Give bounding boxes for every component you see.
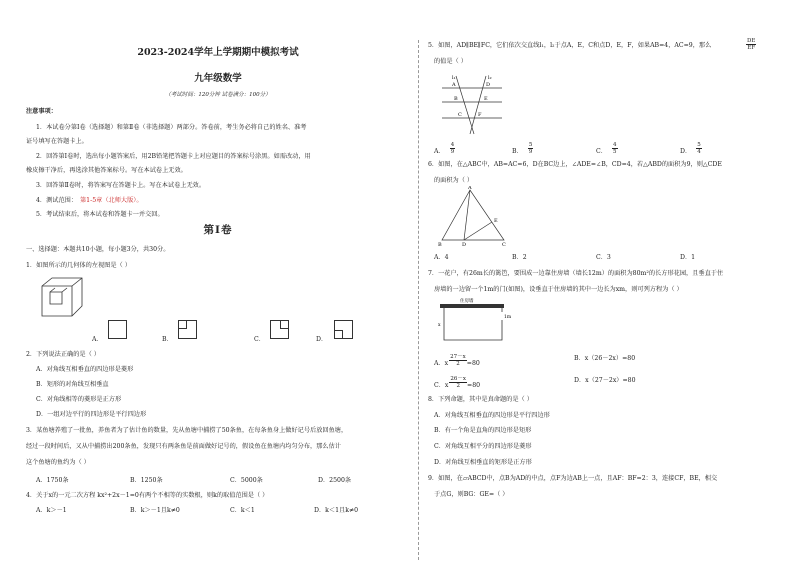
q2-option-b[interactable]: B．矩形的对角线互相垂直 (36, 381, 109, 388)
q3-option-a[interactable]: A．1750条 (36, 477, 69, 484)
q5-stem-2: 的值是（ ） (434, 58, 467, 65)
q4-option-b[interactable]: B．k＞－1且k≠0 (130, 507, 180, 514)
q6-label: E (494, 218, 498, 224)
q5-option-c[interactable]: C． $\frac{4}{5}$ (596, 142, 617, 155)
q3-line: 经过一段时间后，又从中捕捞出200条鱼，发现只有两条鱼是前面做好记号的，假设鱼在鱼塘内均匀分布，那么估计 (26, 443, 341, 450)
q1-stem: 1．如图所示的几何体的左视图是（ ） (26, 262, 131, 269)
q7-line: 7．一花户，有26m长的篱笆，要围成一边靠住房墙（墙长12m）的面积为80m²的长方形花园，且垂直于住 (428, 270, 724, 277)
q6-label: D (462, 242, 467, 248)
q1-view-b (178, 320, 197, 339)
note-line: 4．测试范围： (36, 197, 78, 204)
q6-option-c[interactable]: C．3 (596, 254, 611, 261)
q9-line: 9．如图，在▱ABCD中，点B为AD的中点，点F为边AB上一点，且AF：BF=2：3，连接CF，BE，相交 (428, 475, 718, 482)
q3-line: 3．某鱼塘养殖了一批鱼，养鱼者为了估计鱼的数量，先从鱼塘中捕捞了50条鱼，在每条鱼身上做好记号后放回鱼塘， (26, 427, 348, 434)
notes-heading: 注意事项： (26, 108, 57, 115)
q9-line: 于点G，则BG：GE=（ ） (434, 491, 509, 498)
exam-info: （考试时间：120分钟 试卷满分：100分） (165, 92, 271, 98)
q6-label: C (502, 242, 506, 248)
q4-option-d[interactable]: D．k＜1且k≠0 (314, 507, 359, 514)
q6-line: 6．如图，在△ABC中，AB=AC=6，D在BC边上，∠ADE=∠B，CD=4，若△ABD的面积为9，则△CDE (428, 161, 722, 168)
q1-solid-figure (40, 276, 84, 322)
q5-option-a[interactable]: A． $\frac{4}{9}$ (434, 142, 455, 155)
q5-label: D (486, 82, 491, 88)
q2-option-c[interactable]: C．对角线相等的菱形是正方形 (36, 396, 122, 403)
q6-line: 的面积为（ ） (434, 177, 474, 184)
q7-wall-label: 住房墙 (460, 299, 474, 304)
q2-option-d[interactable]: D．一组对边平行的四边形是平行四边形 (36, 411, 147, 418)
q6-option-b[interactable]: B．2 (512, 254, 527, 261)
right-column (424, 0, 780, 562)
q7-option-a[interactable]: A．x $\frac{27-x}{2}$ =80 (434, 354, 480, 367)
q7-x-label: x (438, 323, 441, 328)
q5-ratio-den: EF (747, 45, 756, 51)
q3-option-b[interactable]: B．1250条 (130, 477, 163, 484)
q1-view-c (270, 320, 289, 339)
q5-label: B (454, 96, 458, 102)
q8-option-b[interactable]: B．有一个角是直角的四边形是矩形 (434, 427, 532, 434)
q1-option-c[interactable]: C． (254, 336, 265, 343)
q3-line: 这个鱼塘的鱼约为（ ） (26, 459, 90, 466)
q5-label: E (484, 96, 488, 102)
q5-label: A (452, 82, 456, 88)
q1-option-a[interactable]: A． (92, 336, 103, 343)
section-heading: 一、选择题：本题共10小题，每小题3分，共30分。 (26, 246, 170, 253)
note-line: 橡皮擦干净后，再选涂其他答案标号。写在本试卷上无效。 (26, 167, 187, 174)
q4-stem: 4．关于x的一元二次方程 kx²+2x－1=0有两个不相等的实数根，则k的取值范围是（ ） (26, 492, 269, 499)
q3-option-c[interactable]: C．5000条 (230, 477, 263, 484)
q7-option-c[interactable]: C．x $\frac{26-x}{2}$ =80 (434, 376, 481, 389)
exam-subject: 九年级数学 (194, 73, 242, 84)
q5-label: F (478, 112, 482, 118)
left-column (22, 0, 414, 562)
test-scope: 第1-5章（北师大版）。 (80, 197, 143, 204)
q1-option-b[interactable]: B． (162, 336, 173, 343)
q1-view-d (334, 320, 353, 339)
q6-label: B (438, 242, 442, 248)
q3-option-d[interactable]: D．2500条 (318, 477, 352, 484)
q8-stem: 8．下列命题，其中是真命题的是（ ） (428, 396, 533, 403)
q7-option-b[interactable]: B．x（26－2x）=80 (574, 355, 636, 362)
q7-option-d[interactable]: D．x（27－2x）=80 (574, 377, 636, 384)
note-line: 3．回答第Ⅱ卷时，将答案写在答题卡上。写在本试卷上无效。 (36, 182, 206, 189)
exam-title: 2023-2024学年上学期期中模拟考试 (137, 47, 299, 58)
q1-option-d[interactable]: D． (316, 336, 328, 343)
column-divider (418, 40, 419, 560)
q5-ratio (746, 38, 756, 51)
q5-label: l₂ (488, 75, 492, 81)
q5-ratio-num: DE (747, 38, 756, 44)
note-line: 2．回答第Ⅰ卷时，选出每小题答案后，用2B铅笔把答题卡上对应题目的答案标号涂黑。如需改动，用 (36, 153, 311, 160)
q6-option-d[interactable]: D．1 (680, 254, 696, 261)
q8-option-c[interactable]: C．对角线互相平分的四边形是菱形 (434, 443, 532, 450)
q1-view-a (108, 320, 127, 339)
q6-figure (438, 186, 508, 252)
q5-label: l₁ (452, 75, 456, 81)
q4-option-c[interactable]: C．k＜1 (230, 507, 255, 514)
q2-option-a[interactable]: A．对角线互相垂直的四边形是菱形 (36, 366, 134, 373)
q2-stem: 2．下列说法正确的是（ ） (26, 351, 100, 358)
q5-option-b[interactable]: B． $\frac{5}{9}$ (512, 142, 533, 155)
note-line: 证号填写在答题卡上。 (26, 138, 88, 145)
q5-figure (440, 72, 504, 140)
q5-label: C (458, 112, 462, 118)
q6-label: A (468, 186, 472, 191)
q7-line: 房墙的一边留一个1m的门(如图)，设垂直于住房墙的其中一边长为xm，则可列方程为（ ） (434, 286, 683, 293)
q6-option-a[interactable]: A．4 (434, 254, 449, 261)
q5-stem: 5．如图，AD∥BE∥FC，它们依次交直线l₁，l₂于点A，E，C和点D，E，F，如果AB=4，AC=9，那么 (428, 42, 712, 49)
q7-figure (436, 298, 516, 348)
note-line: 5．考试结束后，将本试卷和答题卡一并交回。 (36, 211, 164, 218)
q5-option-d[interactable]: D． $\frac{5}{4}$ (680, 142, 701, 155)
q8-option-d[interactable]: D．对角线互相垂直的矩形是正方形 (434, 459, 532, 466)
q7-door-label: 1m (504, 315, 512, 320)
part-title: 第Ⅰ卷 (203, 224, 233, 236)
note-line: 1．本试卷分第Ⅰ卷（选择题）和第Ⅱ卷（非选择题）两部分。答卷前，考生务必将自己的姓名、准考 (36, 124, 307, 131)
q4-option-a[interactable]: A．k＞－1 (36, 507, 67, 514)
q8-option-a[interactable]: A．对角线互相垂直的四边形是平行四边形 (434, 412, 550, 419)
